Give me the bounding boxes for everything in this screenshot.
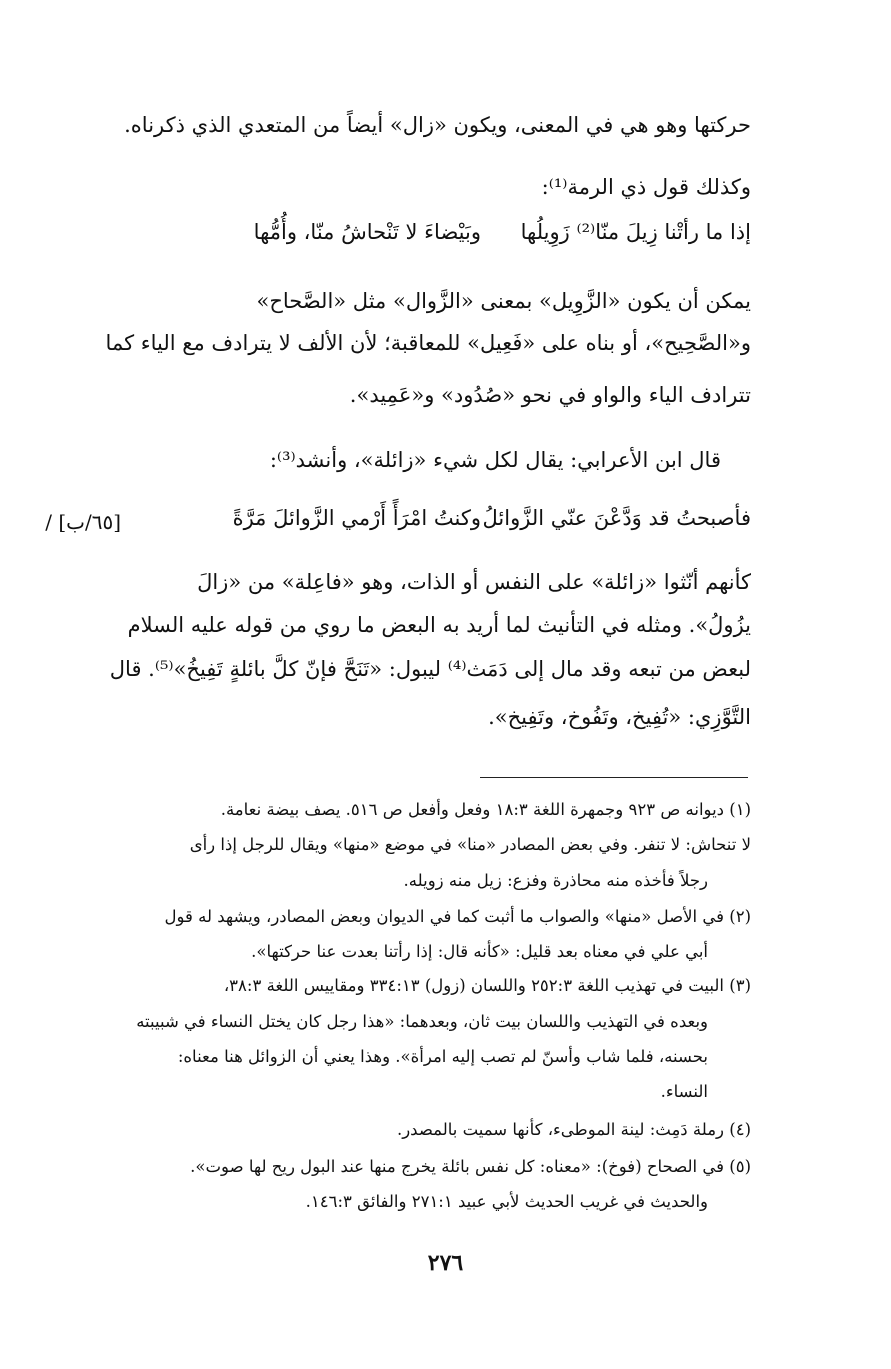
footnote-separator <box>480 777 748 778</box>
text-line: حركتها وهو هي في المعنى، ويكون «زال» أيضاً من المتعدي الذي ذكرناه. <box>124 113 751 137</box>
text-line: يمكن أن يكون «الزَّوِيل» بمعنى «الزَّوال» مثل «الصَّحاح» <box>256 289 751 313</box>
footnote-line: رجلاً فأخذه منه محاذرة وفزع: زيل منه زويله. <box>403 871 708 890</box>
text-line: تترادف الياء والواو في نحو «صُدُود» و«عَمِيد». <box>349 383 751 407</box>
verse-first-hemistich: وبَيْضاءَ لا تَنْحاشُ منّا، وأُمُّها <box>253 220 481 244</box>
verse-second-hemistich: إذا ما رأتْنا زِيلَ منّا⁽²⁾ زَوِيلُها <box>520 220 751 244</box>
footnote-line: (٤) رملة دَمِث: لينة الموطىء، كأنها سميت بالمصدر. <box>396 1120 751 1139</box>
footnote-line: (٣) البيت في تهذيب اللغة ٢٥٢:٣ واللسان (زول) ٣٣٤:١٣ ومقاييس اللغة ٣٨:٣، <box>223 976 751 995</box>
footnote-line: (١) ديوانه ص ٩٢٣ وجمهرة اللغة ١٨:٣ وفعل وأفعل ص ٥١٦. يصف بيضة نعامة. <box>220 800 751 819</box>
footnote-line: (٥) في الصحاح (فوخ): «معناه: كل نفس بائلة يخرج منها عند البول ريح لها صوت». <box>190 1157 751 1176</box>
footnote-line: أبي علي في معناه بعد قليل: «كأنه قال: إذا رأتنا بعدت عنا حركتها». <box>251 942 708 961</box>
footnote-line: لا تنحاش: لا تنفر. وفي بعض المصادر «منا» في موضع «منها» ويقال للرجل إذا رأى <box>189 835 751 854</box>
manuscript-folio-marker: [٦٥/ب] / <box>45 510 121 534</box>
text-line: وكذلك قول ذي الرمة⁽¹⁾: <box>541 175 751 199</box>
text-line: يزُولُ». ومثله في التأنيث لما أريد به البعض ما روي من قوله عليه السلام <box>127 613 751 637</box>
footnote-line: (٢) في الأصل «منها» والصواب ما أثبت كما في الديوان وبعض المصادر، ويشهد له قول <box>164 907 751 926</box>
footnote-line: وبعده في التهذيب واللسان بيت ثان، وبعدهما: «هذا رجل كان يختل النساء في شبيبته <box>136 1012 708 1031</box>
text-line: و«الصَّحِيح»، أو بناه على «فَعِيل» للمعاقبة؛ لأن الألف لا يترادف مع الياء كما <box>105 331 751 355</box>
text-line: التَّوَّزِي: «تُفِيخ، وتَفُوخ، وتَفِيخ». <box>488 705 751 729</box>
page-number: ٢٧٦ <box>427 1250 464 1276</box>
verse-second-hemistich: فأصبحتُ قد وَدَّعْنَ عنّي الزَّوائلُ <box>482 506 751 530</box>
footnote-line: بحسنه، فلما شاب وأسنّ لم تصب إليه امرأة». وهذا يعني أن الزوائل هنا معناه: <box>177 1047 708 1066</box>
verse-first-hemistich: وكنتُ امْرَأً أَرْمي الزَّوائلَ مَرَّةً <box>232 506 481 530</box>
text-line: كأنهم أنّثوا «زائلة» على النفس أو الذات، وهو «فاعِلة» من «زالَ <box>197 570 751 594</box>
text-line: لبعض من تبعه وقد مال إلى دَمَث⁽⁴⁾ ليبول: «تَنَحَّ فإنّ كلَّ بائلةٍ تَفِيخُ»⁽⁵⁾. قال <box>109 657 751 681</box>
text-line: قال ابن الأعرابي: يقال لكل شيء «زائلة»، وأنشد⁽³⁾: <box>269 448 721 472</box>
footnote-line: النساء. <box>660 1082 708 1101</box>
footnote-line: والحديث في غريب الحديث لأبي عبيد ٢٧١:١ والفائق ١٤٦:٣. <box>305 1192 708 1211</box>
